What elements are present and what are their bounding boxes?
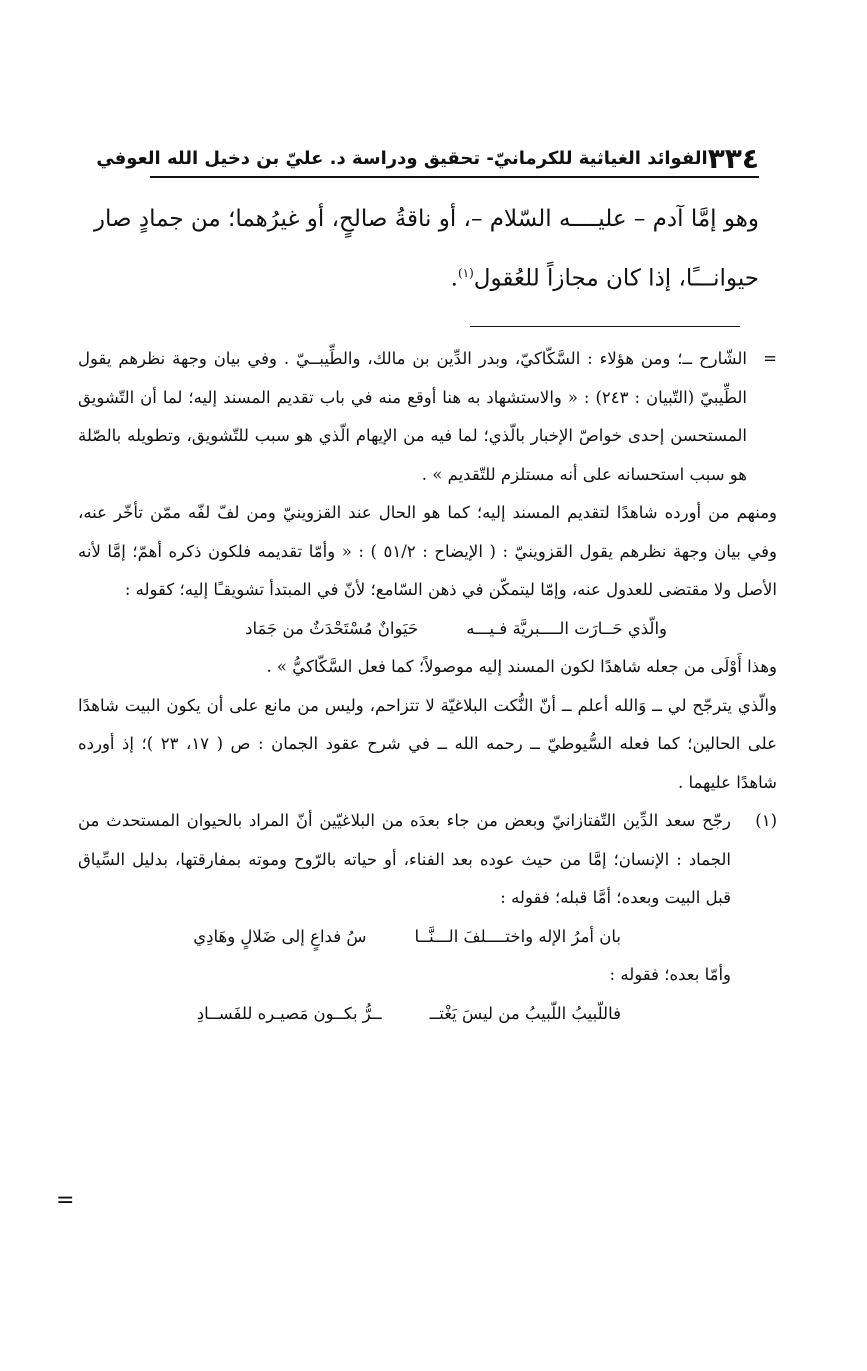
body-line-2-end: .	[450, 265, 458, 292]
verse-1-first-hemistich: والّذي حَــارَت الــــبريَّة فـيـــه	[466, 618, 667, 638]
verse-3-first-hemistich: فاللّبيبُ اللّبيبُ من ليسَ يَغْتــ	[429, 1003, 621, 1023]
footnote-ref-1[interactable]: (١)	[457, 266, 474, 280]
body-line-1: وهو إمَّا آدم – عليــــه السّلام –، أو ناقةُ صالحٍ، أو غيرُهما؛ من جمادٍ صار	[93, 206, 759, 232]
page-number: ٣٣٤	[707, 142, 759, 175]
footnote-1	[78, 802, 777, 1033]
footnote-cont-paragraph-1: الشّارح ــ؛ ومن هؤلاء : السَّكّاكيّ، وبدر الدِّين بن مالك، والطِّيبــيّ . وفي بيان وجهة نظرهم يقول الطِّيبيّ (التّبيان : ٢٤٣) : « والاستشهاد به هنا أوقع منه في باب تقديم المسند إليه؛ لما أن التّشويق المستحسن إحدى خواصّ الإخبار بالّذي؛ لما فيه من الإيهام الّذي هو سبب للتّشويق، وتطويله بالصّلة هو سبب استحسانه على أنه مستلزم للتّقديم » .	[78, 349, 747, 484]
body-line-2-text: حيوانـــًا، إذا كان مجازاً للعُقول	[473, 265, 759, 292]
footnote-cont-paragraph-2: ومنهم من أورده شاهدًا لتقديم المسند إليه؛ كما هو الحال عند القزوينيّ ومن لفّ لفّه ممّن تأخّر عنه، وفي بيان وجهة نظرهم يقول القزوينيّ : ( الإيضاح : ٥١/٢ ) : « وأمّا تقديمه فلكون ذكره أهمّ؛ إمَّا لأنه الأصل ولا مقتضى للعدول عنه، وإمّا ليتمكّن في ذهن السّامع؛ لأنّ في المبتدأ تشويقـًا إليه؛ كقوله :	[78, 503, 777, 599]
footnote-divider	[470, 326, 740, 327]
verse-1-second-hemistich: حَيَوانٌ مُسْتَحْدَثٌ من جَمَاد	[245, 618, 419, 638]
page-header	[96, 138, 759, 175]
footnote-1-after-verse: وأمّا بعده؛ فقوله :	[609, 965, 731, 984]
verse-2	[78, 918, 731, 957]
main-text	[90, 192, 759, 306]
header-rule	[150, 176, 759, 178]
verse-3-second-hemistich: ــرُّ بكــون مَصيـره للفَســادِ	[196, 1003, 382, 1023]
body-line-2	[90, 246, 759, 306]
verse-2-second-hemistich: سُ فداعٍ إلى ضَلالٍ وهَادِي	[193, 926, 367, 946]
footnote-cont-paragraph-3: وهذا أَوْلَى من جعله شاهدًا لكون المسند إليه موصولاً؛ كما فعل السَّكّاكيُّ » .	[266, 657, 777, 676]
footnote-continues-marker: =	[56, 1188, 75, 1213]
verse-3	[78, 995, 731, 1034]
footnote-cont-paragraph-4: والّذي يترجّح لي ــ وَالله أعلم ــ أنّ النُّكت البلاغيّة لا تتزاحم، وليس من مانع على أن يكون البيت شاهدًا على الحالين؛ كما فعله السُّيوطيّ ــ رحمه الله ــ في شرح عقود الجمان : ص ( ١٧، ٢٣ )؛ إذ أورده شاهدًا عليهما .	[78, 695, 777, 792]
footnote-continuation	[78, 340, 777, 494]
footnote-1-label: (١)	[755, 811, 777, 830]
verse-1	[78, 610, 777, 649]
verse-2-first-hemistich: بان أمرُ الإله واختــــلفَ الـــنَّــا	[414, 926, 621, 946]
footnotes	[78, 340, 777, 1033]
footnote-1-text: رجّح سعد الدِّين التّفتازانيّ وبعض من جاء بعدَه من البلاغيّين أنّ المراد بالحيوان المستحدث من الجماد : الإنسان؛ إمَّا من حيث عوده بعد الفناء، أو حياته بالرّوح وموته بمفارقتها، بدليل السِّياق قبل البيت وبعده؛ أمَّا قبله؛ فقوله :	[78, 811, 731, 907]
continuation-marker: =	[763, 349, 777, 368]
running-title: الفوائد الغياثية للكرمانيّ- تحقيق ودراسة د. عليّ بن دخيل الله العوفي	[96, 148, 708, 169]
